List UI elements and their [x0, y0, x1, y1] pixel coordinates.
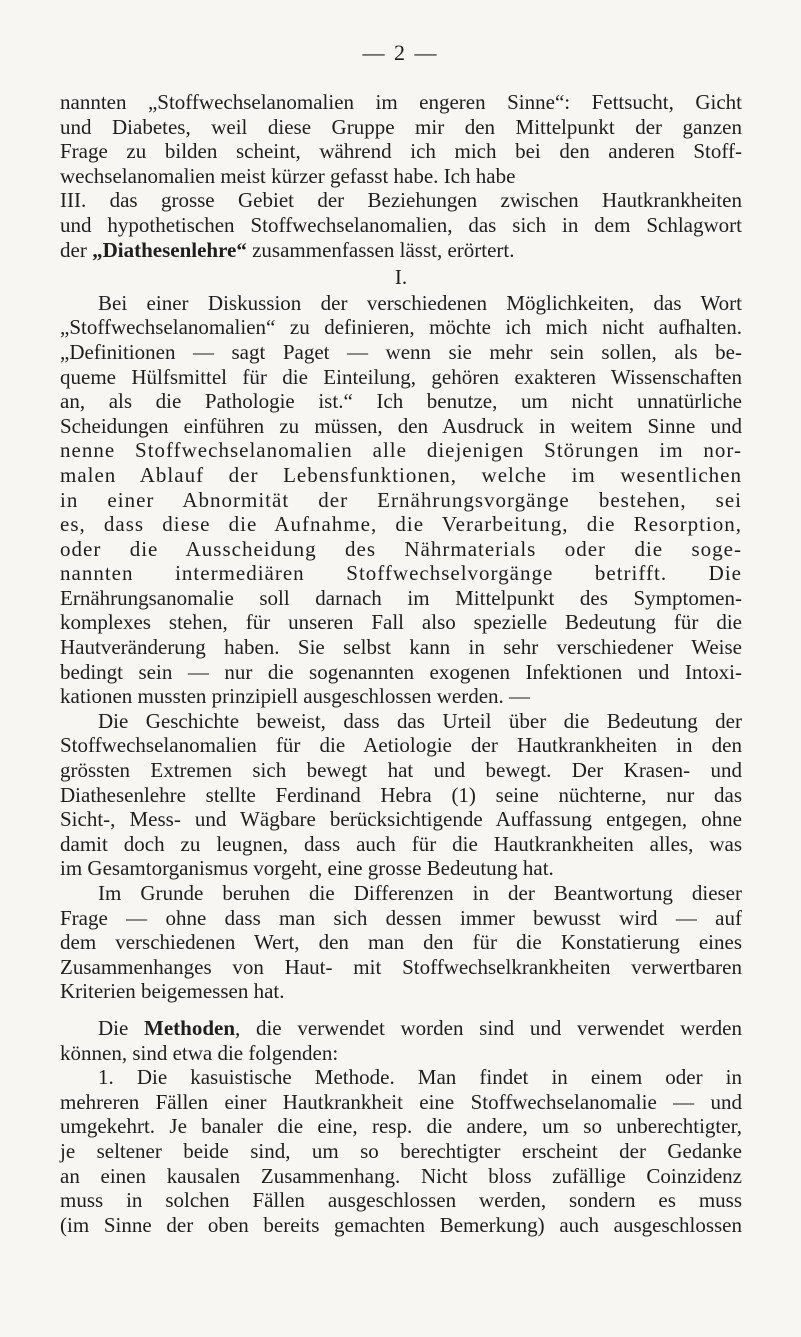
page-number: — 2 —: [362, 40, 439, 65]
text-line: Frage zu bilden scheint, während ich mich bei den anderen Stoff-: [60, 139, 742, 164]
text-line: je seltener beide sind, um so berechtigter erscheint der Gedanke: [60, 1138, 742, 1163]
text-line: können, sind etwa die folgenden:: [60, 1040, 339, 1065]
text-line: Bei einer Diskussion der verschiedenen Möglichkeiten, das Wort: [98, 290, 742, 315]
text-line: Scheidungen einführen zu müssen, den Ausdruck in weitem Sinne und: [60, 413, 742, 438]
text-line: malen Ablauf der Lebensfunktionen, welche im wesentlichen: [60, 462, 742, 487]
text-line: queme Hülfsmittel für die Einteilung, gehören exakteren Wissenschaften: [60, 364, 742, 389]
term-methoden: Methoden: [144, 1015, 236, 1040]
text-line: Stoffwechselanomalien für die Aetiologie der Hautkrankheiten in den: [60, 733, 742, 758]
term-diathesenlehre: „Diathesenlehre“: [92, 237, 247, 262]
text-line: dem verschiedenen Wert, den man den für die Konstatierung eines: [60, 930, 742, 955]
inline-text: zusammenfassen lässt, erörtert.: [246, 237, 515, 262]
inline-text: der: [60, 237, 93, 262]
text-line: im Gesamtorganismus vorgeht, eine grosse Bedeutung hat.: [60, 856, 554, 881]
text-line: bedingt sein — nur die sogenannten exogenen Infektionen und Intoxi-: [60, 659, 742, 684]
text-line: III. das grosse Gebiet der Beziehungen zwischen Hautkrankheiten: [60, 188, 742, 213]
text-line: „Definitionen — sagt Paget — wenn sie mehr sein sollen, als be-: [60, 339, 742, 364]
section-heading: I.: [394, 265, 408, 290]
text-line: oder die Ausscheidung des Nährmaterials oder die soge-: [60, 536, 742, 561]
text-line: Zusammenhanges von Haut- mit Stoffwechselkrankheiten verwertbaren: [60, 954, 742, 979]
text-line: Ernährungsanomalie soll darnach im Mittelpunkt des Symptomen-: [60, 585, 742, 610]
text-line: Frage — ohne dass man sich dessen immer bewusst wird — auf: [60, 905, 742, 930]
text-line: an einen kausalen Zusammenhang. Nicht bloss zufällige Coinzidenz: [60, 1163, 742, 1188]
text-line: Die Geschichte beweist, dass das Urteil über die Bedeutung der: [98, 708, 742, 733]
text-line: umgekehrt. Je banaler die eine, resp. die andere, um so unberechtigter,: [60, 1114, 742, 1139]
text-line: und Diabetes, weil diese Gruppe mir den Mittelpunkt der ganzen: [60, 114, 742, 139]
text-line: nannten „Stoffwechselanomalien im engeren Sinne“: Fettsucht, Gicht: [60, 90, 742, 114]
text-line: muss in solchen Fällen ausgeschlossen werden, sondern es muss: [60, 1188, 742, 1213]
body-text: [60, 90, 742, 1237]
text-line: nenne Stoffwechselanomalien alle diejenigen Störungen im nor-: [60, 438, 742, 463]
text-line: es, dass diese die Aufnahme, die Verarbeitung, die Resorption,: [60, 512, 742, 537]
text-line: [60, 238, 742, 263]
text-line: Diathesenlehre stellte Ferdinand Hebra (1) seine nüchterne, nur das: [60, 782, 742, 807]
text-line: in einer Abnormität der Ernährungsvorgänge bestehen, sei: [60, 487, 742, 512]
text-line: „Stoffwechselanomalien“ zu definieren, möchte ich mich nicht aufhalten.: [60, 315, 742, 340]
text-line: Sicht-, Mess- und Wägbare berücksichtigende Auffassung entgegen, ohne: [60, 807, 742, 832]
inline-text: , die verwendet worden sind und verwendet werden: [235, 1015, 743, 1040]
text-line: damit doch zu leugnen, dass auch für die Hautkrankheiten alles, was: [60, 831, 742, 856]
text-line: kationen mussten prinzipiell ausgeschlossen werden. —: [60, 684, 531, 709]
text-line: nannten intermediären Stoffwechselvorgänge betrifft. Die: [60, 561, 742, 586]
text-line: (im Sinne der oben bereits gemachten Bemerkung) auch ausgeschlossen: [60, 1212, 742, 1237]
text-line: Hautveränderung haben. Sie selbst kann in sehr verschiedener Weise: [60, 635, 742, 660]
text-line: wechselanomalien meist kürzer gefasst habe. Ich habe: [60, 163, 516, 188]
text-line: komplexes stehen, für unseren Fall also spezielle Bedeutung für die: [60, 610, 742, 635]
text-line: grössten Extremen sich bewegt hat und bewegt. Der Krasen- und: [60, 758, 742, 783]
inline-text: Die: [98, 1015, 145, 1040]
paragraph-gap: [60, 1004, 742, 1016]
text-line: [60, 1016, 742, 1041]
text-line: 1. Die kasuistische Methode. Man findet in einem oder in: [98, 1065, 742, 1090]
text-line: und hypothetischen Stoffwechselanomalien, das sich in dem Schlagwort: [60, 212, 742, 237]
text-line: Kriterien beigemessen hat.: [60, 979, 285, 1004]
text-line: an, als die Pathologie ist.“ Ich benutze, um nicht unnatürliche: [60, 389, 742, 414]
text-line: mehreren Fällen einer Hautkrankheit eine Stoffwechselanomalie — und: [60, 1089, 742, 1114]
text-line: Im Grunde beruhen die Differenzen in der Beantwortung dieser: [98, 881, 742, 905]
